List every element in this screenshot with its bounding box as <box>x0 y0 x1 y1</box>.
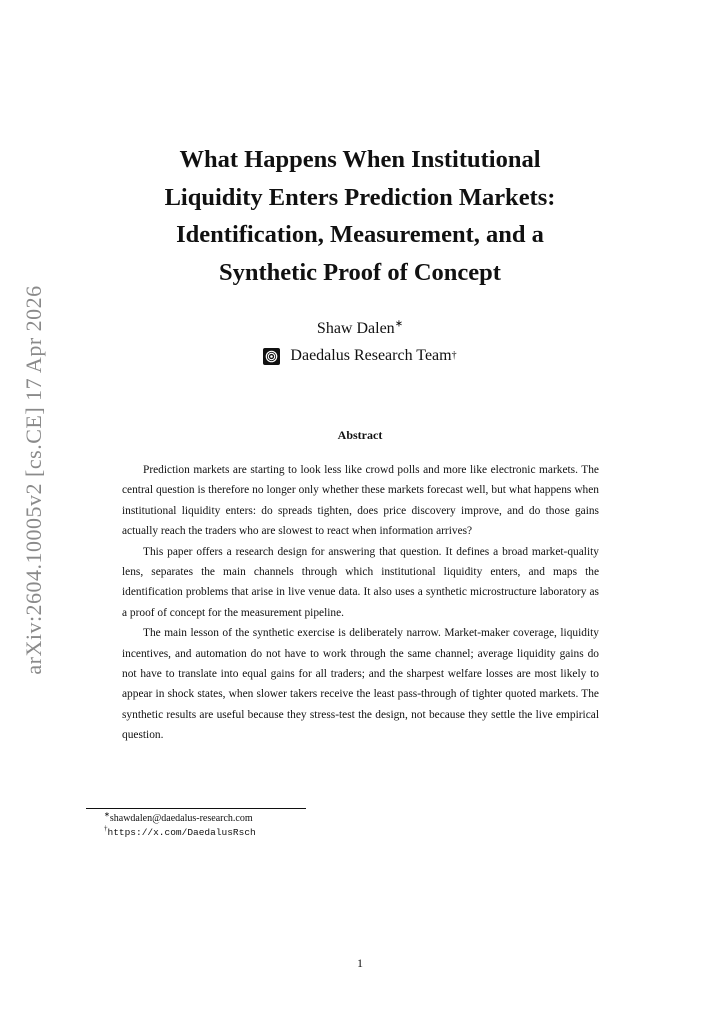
footnote-url-link[interactable]: https://x.com/DaedalusRsch <box>107 827 256 838</box>
footnote-mark: ∗ <box>104 810 110 819</box>
affiliation-line: Daedalus Research Team † <box>110 346 610 366</box>
author-name: Shaw Dalen <box>316 320 395 337</box>
daedalus-logo-icon <box>263 348 280 365</box>
footnote-email <box>104 812 253 825</box>
footnote-url <box>104 826 256 839</box>
footnote-email-text[interactable]: shawdalen@daedalus-research.com <box>109 813 253 824</box>
footnote-divider <box>86 808 306 809</box>
abstract-paragraph: Prediction markets are starting to look less like crowd polls and more like electronic markets. The central question is therefore no longer only whether these markets forecast well, but what happens when institutional liquidity enters: do spreads tighten, does price discovery improve, and do those gains actually reach the traders who are slowest to react when information arrives? <box>122 464 599 538</box>
title-line: What Happens When Institutional <box>179 146 541 173</box>
page-number: 1 <box>357 956 363 970</box>
footnote-mark: † <box>104 824 108 833</box>
abstract-body <box>122 460 599 746</box>
affiliation-name: Daedalus Research Team <box>290 347 452 364</box>
abstract-paragraph: This paper offers a research design for answering that question. It defines a broad market-quality lens, separates the main channels through which institutional liquidity enters, and maps the identification problems that arise in live venue data. It also uses a synthetic microstructure laboratory as a proof of concept for the measurement pipeline. <box>122 545 599 619</box>
author-footnote-mark[interactable]: ∗ <box>394 318 404 330</box>
author-line <box>110 319 610 339</box>
paper-title <box>110 141 610 291</box>
title-line: Identification, Measurement, and a <box>176 221 544 248</box>
abstract-heading: Abstract <box>337 428 383 442</box>
title-line: Liquidity Enters Prediction Markets: <box>164 183 556 211</box>
abstract-paragraph: The main lesson of the synthetic exercise is deliberately narrow. Market-maker coverage, liquidity incentives, and automation do not have to work through the same channel; average liquidity gains do not have to translate into equal gains for all traders; and the sharpest welfare losses are most likely to appear in shock states, when slower takers receive the least pass-through of tighter quoted markets. The synthetic results are useful because they stress-test the design, not because they settle the live empirical question. <box>122 627 599 742</box>
title-line: Synthetic Proof of Concept <box>219 258 501 286</box>
arxiv-identifier[interactable]: arXiv:2604.10005v2 [cs.CE] 17 Apr 2026 <box>21 285 46 675</box>
